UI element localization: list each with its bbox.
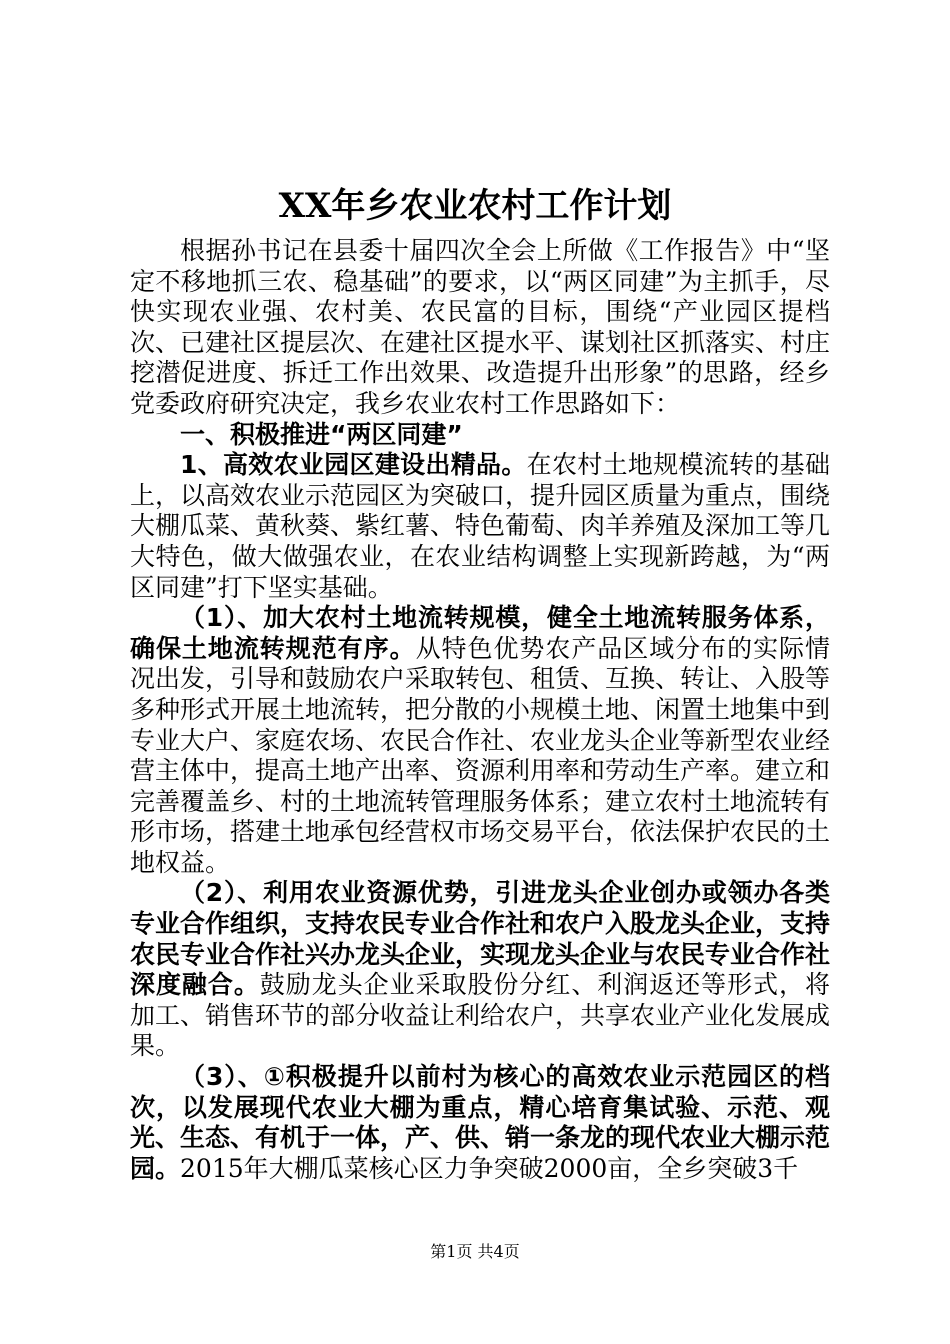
sub-item-2-text: 鼓励龙头企业采取股份分红、利润返还等形式，将加工、销售环节的部分收益让利给农户，共享农业产业化发展成果。 <box>130 970 831 1061</box>
sub-item-3-text: 2015年大棚瓜菜核心区力争突破2000亩，全乡突破3千 <box>180 1153 799 1183</box>
sub-item-1-text: 从特色优势农产品区域分布的实际情况出发，引导和鼓励农户采取转包、租赁、互换、转让、入股等多种形式开展土地流转，把分散的小规模土地、闲置土地集中到专业大户、家庭农场、农民合作社、农业龙头企业等新型农业经营主体中，提高土地产出率、资源利用率和劳动生产率。建立和完善覆盖乡、村的土地流转管理服务体系；建立农村土地流转有形市场，搭建土地承包经营权市场交易平台，依法保护农民的土地权益。 <box>130 633 831 877</box>
sub-item-2-paragraph <box>130 878 830 1062</box>
sub-item-1-paragraph <box>130 603 830 878</box>
intro-paragraph: 根据孙书记在县委十届四次全会上所做《工作报告》中“坚定不移地抓三农、稳基础”的要求，以“两区同建”为主抓手，尽快实现农业强、农村美、农民富的目标，围绕“产业园区提档次、已建社区提层次、在建社区提水平、谋划社区抓落实、村庄挖潜促进度、拆迁工作出效果、改造提升出形象”的思路，经乡党委政府研究决定，我乡农业农村工作思路如下： <box>130 236 831 418</box>
sub-item-1-heading: （1）、加大农村土地流转规模，健全土地流转服务体系，确保土地流转规范有序。 <box>130 603 830 663</box>
item-1-text: 在农村土地规模流转的基础上，以高效农业示范园区为突破口，提升园区质量为重点，围绕大棚瓜菜、黄秋葵、紫红薯、特色葡萄、肉羊养殖及深加工等几大特色，做大做强农业，在农业结构调整上实现新跨越，为“两区同建”打下坚实基础。 <box>130 450 831 602</box>
item-1-paragraph <box>130 450 830 603</box>
item-1-heading: 1、高效农业园区建设出精品。 <box>180 450 527 480</box>
sub-item-3-paragraph <box>130 1062 830 1184</box>
document-body <box>130 236 830 1184</box>
page-footer: 第1页 共4页 <box>430 1242 520 1261</box>
section-heading: 一、积极推进“两区同建” <box>180 419 463 449</box>
sub-item-2-heading: （2）、利用农业资源优势，引进龙头企业创办或领办各类专业合作组织，支持农民专业合作社和农户入股龙头企业，支持农民专业合作社兴办龙头企业，实现龙头企业与农民专业合作社深度融合。 <box>130 878 831 1000</box>
document-title: XX年乡农业农村工作计划 <box>278 186 672 226</box>
sub-item-3-heading: （3）、①积极提升以前村为核心的高效农业示范园区的档次，以发展现代农业大棚为重点，精心培育集试验、示范、观光、生态、有机于一体，产、供、销一条龙的现代农业大棚示范园。 <box>130 1062 831 1183</box>
